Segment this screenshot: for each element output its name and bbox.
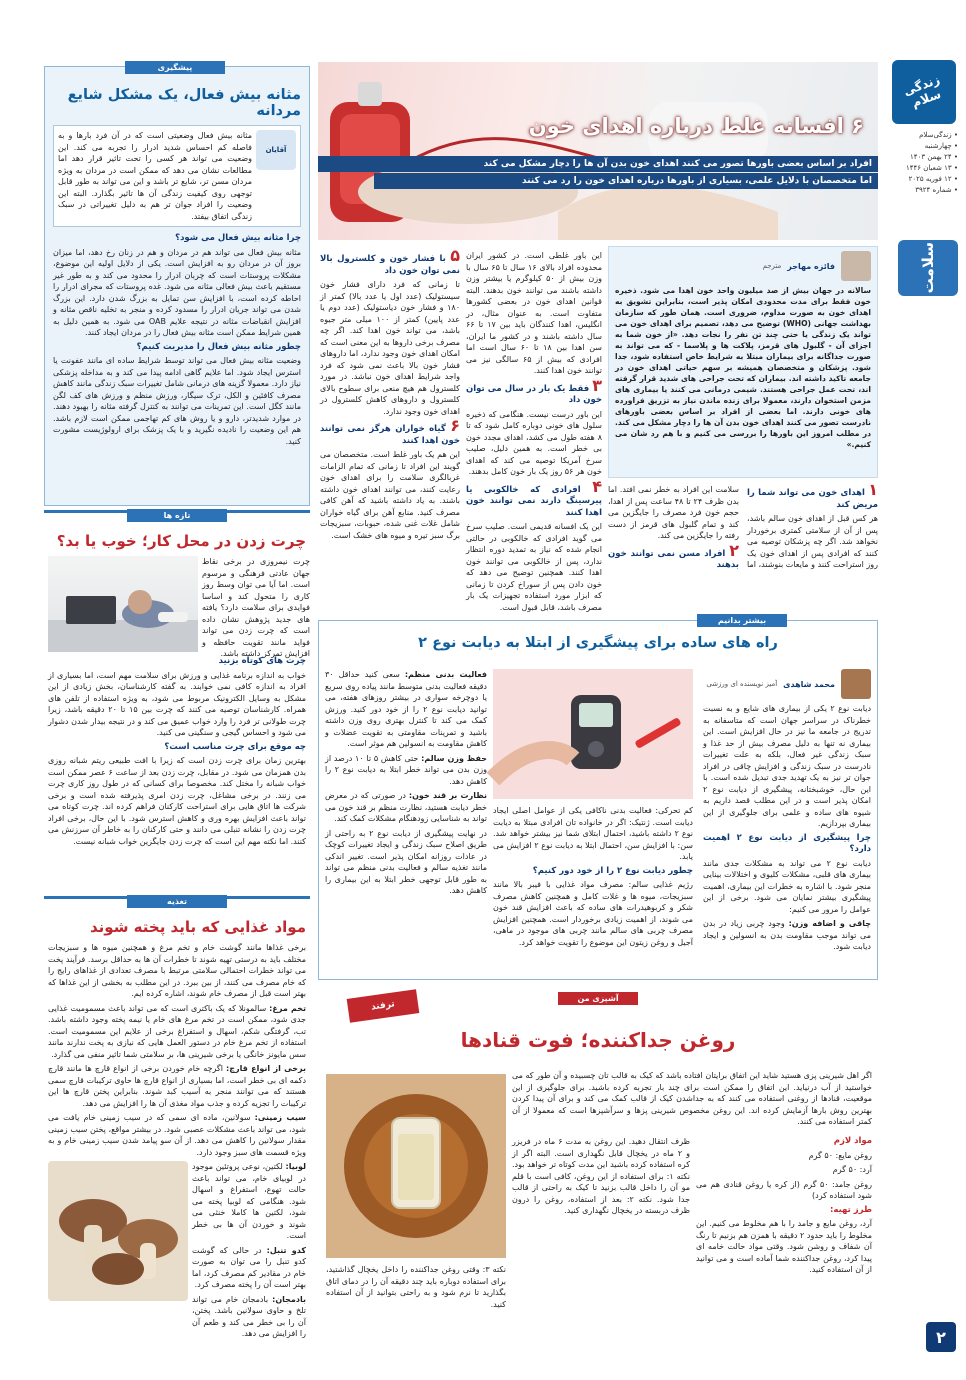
item1-body: هر کس قبل از اهدای خون سالم باشد، پس از آن از سلامتی کمتری برخوردار نخواهد شد. اگر چه پزشکان توصیه می کنند که افرادی پس از اهدای خون یک روز استراحت کنند و مایعات بنوشند، اما سلامت این افراد به خطر نمی افتد. اما بدن ظرف ۲۴ تا ۴۸ ساعت پس از اهدا، حجم خون فرد مصرف را جایگزین می کند و تمام گلبول های قرمز از دست رفته را جایگزین می کند. [608, 485, 878, 569]
diabetes-article [318, 616, 878, 980]
nap-article [44, 510, 310, 890]
food-item-4: لوبیا: لکتین، نوعی پروتئین موجود در لوبیای خام، می تواند باعث حالت تهوع، استفراغ و اسهال شود. هنگامی که لوبیا پخته می شود، لکتین ها کاملا خنثی می شوند و خوردن آن ها بی خطر است. [192, 1162, 306, 1240]
blood-title: ۶ افسانه غلط درباره اهدای خون [528, 114, 864, 138]
item6-num: ۶ [450, 416, 460, 435]
blood-col-a [466, 250, 603, 612]
food-item-1: تخم مرغ: سالمونلا که یک باکتری است که می تواند باعث مسمومیت غذایی جدی شود، ممکن است در تخم مرغ های خام یا نیمه پخته وجود داشته باشد. تب، گرفتگی شکم، اسهال و استفراغ برخی از علایم این مسمومیت است. استفاده از تخم مرغ خام در دستور العمل هایی که نیازی به پخت ندارند مانند سس مایونز خانگی یا برخی شیرینی ها، بر سلامتی شما تاثیر منفی می گذارد. [48, 1003, 306, 1059]
item4-body: این یک افسانه قدیمی است. صلیب سرخ می گوید افرادی که خالکوبی در حالتی انجام شده که نیاز به تمدید دوره انتظار ندارد، پس از خالکوبی می توانند خون اهدا کنند. همچنین توضیح می دهد که خون دادن پس از سوراخ کردن تا زمانی که ابزار مورد استفاده تجهیزات یک بار مصرف باشد، قابل قبول است. [466, 522, 602, 612]
masthead [888, 60, 958, 1360]
mushroom-photo [48, 1161, 188, 1301]
blood-col-c [608, 480, 878, 606]
diabetes-intro: دیابت نوع ۲ یکی از بیماری های شایع و به نسبت خطرناک در سراسر جهان است که متاسفانه به تدریج در جامعه ما نیز در حال افزایش است. این بیماری نه تنها به دلیل مصرف بیش از حد غذا و سبک زندگی غیر فعال، بلکه به علت تغییرات نادرست در سبک زندگی و افزایش چاقی در افراد جوان تر نیز به یک تهدید جدی تبدیل شده است. با این حال، خوشبختانه، پیشگیری از دیابت نوع ۲ امکان پذیر است و در این مطلب قصد داریم به شیوه های ساده و علمی برای جلوگیری از این بیماری بپردازیم. [703, 704, 872, 828]
item3-body: این باور درست نیست. هنگامی که ذخیره سلول های خونی دوباره کامل شود که تا ۸ هفته طول می کشد، اهدای مجدد خون بی خطر است. به همین دلیل، صلیب سرخ آمریکا توصیه می کند که اهدای خون هر ۵۶ روز یک بار خون کامل بدهند. [466, 409, 602, 476]
nap-p1: خواب به اندازه برنامه غذایی و ورزش برای سلامت مهم است، اما بسیاری از افراد به اندازه کافی نمی خوابند. به گفته کارشناسان، بخش زیادی از این مشکل به وسایل الکترونیک مربوط می شود، به ویژه استفاده از تلفن های همراه. کارشناسان توصیه می کنند که چرت بین ۱۵ تا ۲۰ دقیقه باشد، زیرا چرت طولانی تر فرد را وارد خواب عمیق می کند و در نتیجه بیدار شدن دشوار می شود و احساس گیجی و سنگینی می کنید. [48, 670, 307, 737]
prostate-kicker: پیشگیری [125, 61, 225, 74]
food-intro: برخی غذاها مانند گوشت خام و تخم مرغ و همچنین میوه ها و سبزیجات مختلف باید به درستی تهیه شوند تا خطرات آن ها به حداقل برسد. فرآیند پخت می تواند خطرات احتمالی سلامتی مرتبط با مصرف تعدادی از غذاهای رایج را که خام مصرف می کنند، از بین ببرد. در این مطلب به بخشی از این غذاها که بهتر است قبل از مصرف خام شوند، اشاره کرده ایم. [48, 943, 306, 998]
nap-kicker: تازه ها [127, 509, 227, 522]
food-item-5: کدو تنبل: در حالی که گوشت کدو تنبل را می توان به صورت خام در مقادیر کم مصرف کرد، اما بهتر است آن را پخته مصرف کرد. [192, 1245, 307, 1289]
item4-num: ۴ [592, 476, 602, 496]
diabetes-author-name: محمد شاهدی [783, 679, 835, 689]
prostate-article [44, 63, 310, 506]
cake-oil-illustration [326, 1074, 506, 1258]
page-number: ۲ [926, 1322, 956, 1352]
logo: زندگی سلام [892, 60, 956, 124]
food-item-6: بادمجان: بادمجان خام می تواند تلخ و حاوی سولانین باشد. پختن، آن را بی خطر می کند و طعم آن را افزایش می دهد. [192, 1294, 306, 1338]
oil-col3: نکته ۳: وقتی روغن جداکننده را داخل یخچال گذاشتید، برای استفاده دوباره باید چند دقیقه آن را در دمای اتاق بگذارید تا نرم شود و به راحتی بتوانید از آن استفاده کنید. [326, 1265, 507, 1309]
badge-men: آقایان [256, 130, 296, 170]
item2-num: ۲ [729, 540, 739, 560]
diabetes-q1: چرا پیشگیری از دیابت نوع ۲ اهمیت دارد؟ [703, 832, 871, 854]
item5-body: تا زمانی که فرد دارای فشار خون سیستولیک (عدد اول یا عدد بالا) کمتر از ۱۸۰ و فشار خون دیاستولیک (عدد دوم یا عدد پایین) کمتر از ۱۰۰ میلی متر جیوه باشد، می تواند خون اهدا کند. اگر چه مصرف برخی داروها به این معنی است که امکان اهدای خون وجود ندارد، اما داروهای فشار خون بالا باعث نمی شود که فرد واجد شرایط اهدای خون نباشد. در مورد کلسترول هم هیچ منعی برای سطوح بالای کلسترول و داروهای کاهش کلسترول در اهدای خون وجود ندارد. [320, 280, 460, 416]
oil-article [318, 990, 878, 1370]
diabetes-author [703, 669, 871, 699]
diabetes-item-monitor: نظارت بر قند خون: در صورتی که در معرض خطر دیابت هستید، نظارت منظم بر قند خون می تواند به شناسایی زودهنگام مشکلات کمک کند. [325, 791, 488, 823]
author-name: فائزه مهاجر [787, 261, 835, 271]
food-kicker: تغذیه [127, 895, 227, 908]
prostate-q1: چرا مثانه بیش فعال می شود؟ [175, 233, 301, 243]
food-title: مواد غذایی که باید پخته شوند [90, 918, 306, 936]
glucometer-illustration [493, 669, 693, 799]
prostate-q2: چطور مثانه بیش فعال را مدیریت کنیم؟ [136, 341, 301, 352]
ingredient-1: روغن مایع: ۵۰ گرم [808, 1150, 872, 1160]
item6-head: گیاه خواران هرگز نمی توانند خون اهدا کنند [320, 424, 460, 446]
diabetes-title: راه های ساده برای پیشگیری از ابتلا به دیابت نوع ۲ [418, 635, 778, 651]
item6-body: این هم یک باور غلط است. متخصصان می گویند این افراد تا زمانی که تمام الزامات غربالگری سلامت را برای اهدای خون رعایت کنند، می توانند اهدای خون داشته باشند. به یاد داشته باشید که آهن کافی مصرف کنید. منابع آهن برای گیاه خواران شامل غلات غنی شده، حبوبات، سبزیجات برگ سبز تیره و میوه های خشک است. [320, 450, 460, 540]
oil-kicker: آشپزی من [558, 992, 638, 1005]
diabetes-kicker: بیشتر بدانیم [697, 614, 787, 627]
item5-head: با فشار خون و کلسترول بالا نمی توان خون داد [320, 254, 460, 276]
issue-info: • زندگی‌سلام • چهارشنبه • ۲۴ بهمن ۱۴۰۳ • ۱۳ شعبان ۱۴۴۶ • ۱۲ فوریه ۲۰۲۵ • شماره ۳۹۲۴ [905, 131, 958, 194]
diabetes-a1: دیابت نوع ۲ می تواند به مشکلات جدی مانند بیماری های قلبی، مشکلات کلیوی و اختلالات بینایی منجر شود. با اشاره به خطرات این بیماری، اهمیت پیشگیری بیشتر نمایان می شود. برخی از این عوامل را مرور می کنیم: [703, 858, 871, 914]
blood-intro-text: سالانه در جهان بیش از صد میلیون واحد خون اهدا می شود. ذخیره خون فقط برای مدت محدودی امکان پذیر است، بنابراین تشویق به اهدای خون به صورت مداوم، ضروری است. همان طور که سازمان بهداشت جهانی (WHO) توضیح می دهد، تصمیم برای اهدای خون می تواند یک زندگی یا حتی چند تن نفر را نجات دهد. «از خون شما به اجزای آن - گلبول های قرمز، پلاکت ها و پلاسما - که می تواند به صورت جداگانه برای بیماران مبتلا به شرایط خاص استفاده شود، جدا شود. پزشکان و متخصصان همیشه بر سهم حیاتی اهدای خون در جامعه تاکید داشته اند. بیماران که تحت جراحی های شدید قرار گرفته اند، تحت عمل جراحی هستند. شیمی درمانی می کنند یا بیماری های مزمن استخوان دارند، معمولا برای زنده ماندن نیاز به تزریق فراورده های خونی دارند. اما بعضی از افراد بر اساس بعضی باورهای نادرست تصور می کنند اهدای خون بدن آن ها را دچار مشکل می کند. در مطلب امروز این باورها را بررسی می کنیم و با هم رد شان می کنیم.» [615, 286, 871, 449]
prostate-a1: مثانه بیش فعال می تواند هم در مردان و هم در زنان رخ دهد، اما میزان بروز آن در مردان رو به افزایش است. یکی از دلایل اولیه این موضوع، مشکلات پروستات است که چربان ادرار را محدود می کند و به طور غیر مستقیم باعث بیش فعالی مثانه می شود. غده پروستات که مجرای ادرار را احاطه کرده است، با افزایش سن تمایل به بزرگ شدن دارد. این بزرگ شدن می تواند جریان ادرار را مسدود کرده و منجر به تخلیه ناقص مثانه و افزایش انقباضات مثانه در نتیجه علایم OAB می شود. به همین دلیل به همین شرایط ممکن است مثانه بیش فعال را در مردان ایجاد کنند. [53, 247, 301, 337]
author-avatar [841, 251, 871, 281]
lead-line-1: افراد بر اساس بعضی باورها تصور می کنند اهدای خون بدن آن ها را دچار مشکل می کند [318, 156, 878, 172]
lead-line-2: اما متخصصان با دلایل علمی، بسیاری از باورها درباره اهدای خون را رد می کنند [374, 173, 878, 189]
oil-col2: ظرف انتقال دهید. این روغن به مدت ۶ ماه در فریزر و ۲ ماه در یخچال قابل نگهداری است. البته اگر از کره استفاده کرده باشید این مدت کوتاه تر خواهد بود. نکته ۱: برای استفاده از این روغن، کافی است با قلم مو آن را داخل قالب بزنید تا کیک به راحتی از قالب جدا شود. نکته ۲: بعد از استفاده، روغن را درون ظرف دربسته در یخچال نگهداری کنید. [512, 1137, 690, 1215]
food-item-2: برخی از انواع قارچ: اگرچه خام خوردن برخی از انواع قارچ ها مانند قارچ دکمه ای بی خطر است، اما بسیاری از انواع قارچ ها حاوی ترکیبات قارچ سمی هستند که می توانند منجر به آسیب کبد شوند. بنابراین پختن قارچ ها این ترکیبات را تجزیه کرده و جذب مواد مغذی آن ها را افزایش می دهد. [48, 1064, 306, 1108]
nap-photo [48, 556, 198, 652]
blood-intro-box [608, 246, 878, 478]
food-item-3: سیب زمینی: سولانین، ماده ای سمی که در سیب زمینی خام یافت می شود، می تواند باعث مشکلات عصبی شود. در بیشتر مواقع، پختن سیب زمینی مقدار سولانین را کاهش می دهد. از آن سو پیامد شدن سیب زمینی خام و به ویژه قسمت های سبز وجود دارد. [48, 1113, 306, 1157]
diabetes-item-weight: حفظ وزن سالم: حتی کاهش ۵ تا ۱۰ درصد از وزن بدن می تواند خطر ابتلا به دیابت نوع ۲ را کاهش دهد. [325, 753, 488, 786]
diabetes-conclusion: در نهایت پیشگیری از دیابت نوع ۲ به راحتی از طریق اصلاح سبک زندگی و ایجاد تغییرات کوچک در عادات روزانه امکان پذیر است. تغییر اندکی مانند تغذیه سالم و فعالیت بدنی منظم می تواند به طور قابل توجهی خطر ابتلا به این بیماری را کاهش دهد. [325, 828, 487, 895]
oil-method: آرد، روغن مایع و جامد را با هم مخلوط می کنیم. این مخلوط را باید حدود ۲ دقیقه با همزن هم بزنیم تا رنگ آن شفاف و روشن شود. وقتی مواد حالت خامه ای پیدا کرد، روغن جداکننده شما آماده است و می توانید از آن استفاده کنید. [696, 1219, 873, 1274]
prostate-intro: مثانه بیش فعال وضعیتی است که در آن فرد بارها و به فاصله کم احساس شدید ادرار را تجربه می کند. این وضعیت می تواند هر کسی را تحت تاثیر قرار دهد اما مطالعات نشان می دهد که ممکن است در مردان به ویژه مردان مسن تر، شایع تر باشد و این می تواند به طور قابل توجهی روی کیفیت زندگی آن ها تاثیر بگذارد. البته این وضعیت را افراد جوان تر هم به دلیل تغییراتی در سبک زندگی اتفاق بیفتد. [58, 131, 252, 221]
item3-num: ۳ [592, 375, 602, 395]
diabetes-col2: کم تحرکی: فعالیت بدنی ناکافی یکی از عوامل اصلی ایجاد دیابت است. ژنتیک: اگر در خانواده تان افرادی مبتلا به دیابت نوع ۲ داشته باشید، احتمال ابتلای شما نیز بیشتر خواهد شد. سن: با افزایش سن، احتمال ابتلا به دیابت نوع ۲ افزایش می یابد. [493, 806, 693, 861]
prostate-a2: وضعیت مثانه بیش فعال می تواند توسط شرایط ساده ای مانند عفونت یا استرس ایجاد شود. اما علایم گاهی ادامه پیدا می کند و به مداخله پزشکی نیاز دارد. معمولا گزینه های درمانی شامل تغییرات سبک زندگی مانند کاهش مصرف کافئین و الکل، ترک سیگار، ورزش منظم و ورزش های کف لگن مانند کگل است. این تمرینات می توانند به کنترل گرفته مثانه را بهبود دهند. در موارد شدیدتر، دارو و یا روش های کم تهاجمی ممکن است لازم باشد. هم این وضعیت را نادیده نگیرید و با یک پزشک برای ارولوژیست مشورت کنید. [53, 356, 301, 446]
item4-head: افرادی که خالکوبی یا پیرسینگ دارند نمی توانند خون اهدا کنند [466, 484, 602, 518]
glucometer-photo [493, 669, 693, 799]
item5-num: ۵ [450, 246, 460, 265]
blood-lead [318, 156, 878, 189]
diabetes-item-activity: فعالیت بدنی منظم: سعی کنید حداقل ۳۰ دقیقه فعالیت بدنی متوسط مانند پیاده روی سریع یا دوچرخه سواری در بیشتر روزهای هفته، می توانید دیابت نوع ۲ را از خود دور کنید. ورزش کمک می کند تا کنترل بهتری روی وزن داشته باشید و تمرینات مقاومتی به تقویت عضلات و کاهش مقاومت به انسولین هم موثر است. [325, 670, 487, 748]
blood-bag-illustration [318, 62, 878, 240]
oil-side-label: ترفند [347, 989, 420, 1023]
item3-head: فقط یک بار در سال می توان خون داد [466, 383, 602, 405]
prostate-title: مثانه بیش فعال، یک مشکل شایع مردانه [67, 87, 301, 119]
nap-p2: بهترین زمان برای چرت زدن است که زیرا با افت طبیعی ریتم شبانه روزی بدن همزمان می شود. در مقابل، چرت زدن بعد از ساعت ۶ عصر ممکن است خواب شبانه را مختل کند. مخصوصا برای کسانی که در طول روز کاری چرت می زنند. در برخی مشاغل، چرت زدن امری پذیرفته شده است و برخی شرکت ها اتاق هایی برای استراحت کارکنان فراهم کرده اند. چرت کوتاه می تواند باعث افزایش بهره وری و کاهش استرس شود. با این حال، برخی افراد چرت زدن را نشانه تنبلی می دانند و حتی کارکنان را به خاطر آن سرزنش می کنند. اما نکته مهم این است که چرت زدن جایگزین خواب شبانه نیست. [48, 756, 306, 846]
sleeping-man-illustration [48, 556, 198, 652]
oil-title: روغن جداکننده؛ فوت قنادها [460, 1028, 736, 1052]
oil-intro: اگر اهل شیرینی پزی هستید شاید این اتفاق برایتان افتاده باشد که کیک به قالب تان چسبیده و آن طور که می خواستید از آب درنیاید. این اتفاق را ممکن است برای چند بار تجربه کرده باشید. برای جلوگیری از این موقعیت، قنادها از روغنی استفاده می کنند که به جداشدن کیک از قالب کمک می کند و برای آن پیدا کردن بهترین روش بارها آزمایش کرده اند. این روغن مخصوص شیرینی پزها و سرآشپزها است که معمولا از آن کمتر استفاده می کنند. [512, 1071, 872, 1126]
blood-col-b [320, 246, 460, 606]
nap-h2: چه موقع برای چرت مناسب است؟ [164, 741, 306, 752]
diabetes-author-role: آمیز نویسنده ای ورزشی [706, 680, 778, 688]
nap-h1: چرت های کوتاه بزنید [218, 656, 306, 666]
item1-head: اهدای خون می تواند شما را مریض کند [747, 488, 878, 510]
section-tab: سلامت [898, 240, 958, 296]
mushrooms-illustration [48, 1161, 188, 1301]
author-row [609, 247, 877, 285]
diabetes-author-avatar [841, 669, 871, 699]
author-role: مترجم [762, 262, 782, 270]
nap-intro: چرت نیمروزی در برخی نقاط جهان عادتی فرهنگی و مرسوم است. اما آیا می توان وسط روز کاری را متحول کند و اساسا فوایدی برای سلامت دارد؟ یافته های جدید پژوهش نشان داده است که چرت زدن می تواند فواید مانند تقویت حافظه و افزایش تمرکز داشته باشد. [202, 557, 310, 658]
oil-ingredients-head: مواد لازم [833, 1136, 872, 1146]
oil-photo [326, 1074, 506, 1258]
diabetes-a3: رژیم غذایی سالم: مصرف مواد غذایی با فیبر بالا مانند سبزیجات، میوه ها و غلات کامل و همچنین کاهش مصرف شکر و کربوهیدرات های ساده که باعث افزایش قند خون می شوند، از اهمیت زیادی برخوردار است. همچنین افزایش مصرف چربی های سالم مانند چربی های موجود در ماهی، آجیل و روغن زیتون این موضوع را تقویت خواهد کرد. [493, 880, 693, 947]
diabetes-q3: چطور دیابت نوع ۲ را از خود دور کنیم؟ [532, 865, 693, 876]
item1-num: ۱ [868, 480, 878, 499]
item1-tail: این باور غلطی است. در کشور ایران محدوده افراد بالای ۱۶ سال تا ۶۵ سال با وزن بیش از ۵۰ کیلوگرم یا بیشتر وزن داشته باشند می توانند خون بدهند. البته قوانین اهدای خون در بعضی کشورها متفاوت است. به عنوان مثال، در انگلیس، اهدا کنندگان باید بین ۱۷ تا ۶۶ سال داشته باشند و در کشور ما ایران، سن اهدا بین ۱۸ تا ۶۰ سال است اما افرادی که بیش از ۶۵ سالگی نیز می توانند خون اهدا کنند. [466, 251, 603, 375]
ingredient-3: روغن جامد: ۵۰ گرم (از کره یا روغن قنادی هم می شود استفاده کرد) [696, 1179, 872, 1200]
ingredient-2: آرد: ۵۰ گرم [832, 1165, 872, 1174]
blood-hero-photo [318, 62, 878, 240]
food-article [44, 896, 310, 1366]
nap-title: چرت زدن در محل کار؛ خوب یا بد؟ [56, 532, 306, 550]
oil-method-head: طرز تهیه: [830, 1204, 872, 1215]
prostate-intro-box [53, 125, 301, 227]
diabetes-item-obesity: چاقی و اضافه وزن: وجود چربی زیاد در بدن می تواند موجب مقاومت بدن به انسولین و ایجاد دیابت شود. [703, 919, 871, 951]
item2-head: افراد مسن نمی توانند خون بدهند [608, 548, 739, 570]
